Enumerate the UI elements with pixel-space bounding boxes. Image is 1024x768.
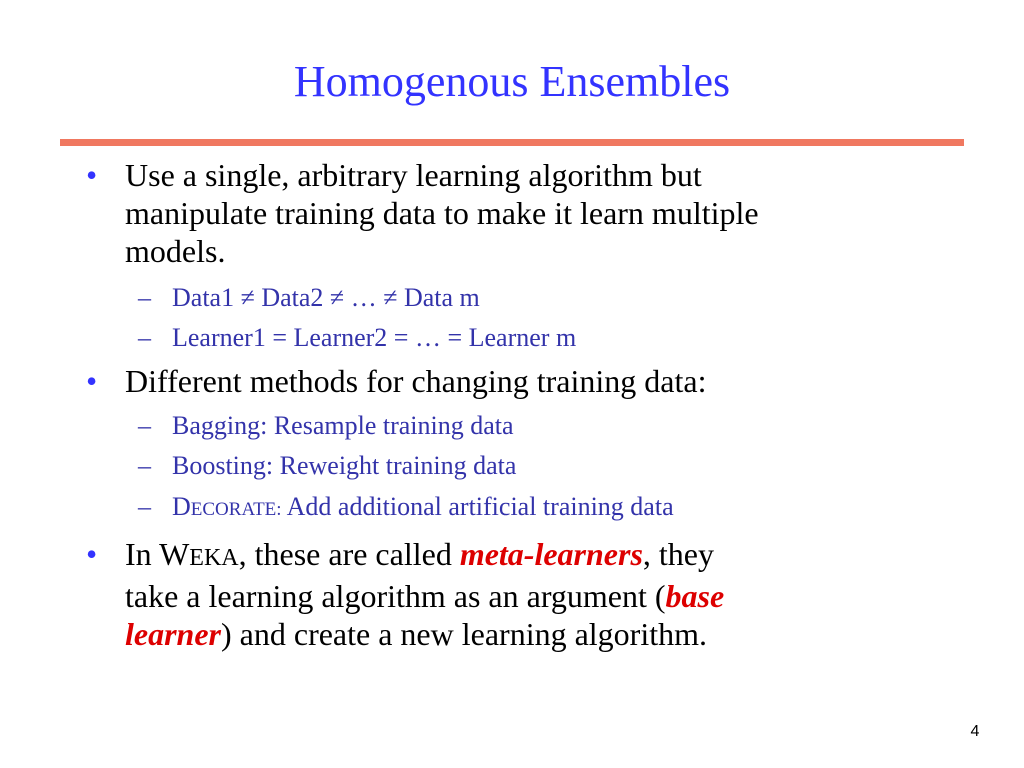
bullet-line: Use a single, arbitrary learning algorithm but bbox=[125, 157, 702, 193]
sub-bullet-marker: – bbox=[138, 451, 151, 480]
decorate-cap: D bbox=[172, 492, 191, 521]
decorate-smallcaps: ECORATE: bbox=[190, 499, 282, 520]
sub-bullet-text: Data1 ≠ Data2 ≠ … ≠ Data m bbox=[172, 283, 480, 312]
bullet-text bbox=[125, 535, 915, 653]
emphasis-learner: learner bbox=[125, 616, 221, 652]
text-run: take a learning algorithm as an argument ( bbox=[125, 578, 666, 614]
text-run: , they bbox=[642, 536, 714, 572]
slide-title: Homogenous Ensembles bbox=[293, 57, 731, 106]
sub-bullet-text: Boosting: Reweight training data bbox=[172, 451, 517, 480]
weka-smallcaps: EKA bbox=[189, 545, 239, 571]
bullet-line bbox=[125, 577, 915, 615]
emphasis-meta-learners: meta-learners bbox=[459, 536, 643, 572]
bullet-text bbox=[125, 156, 915, 270]
bullet-text bbox=[125, 362, 915, 400]
sub-bullet-marker: – bbox=[138, 492, 151, 521]
decorate-rest: Add additional artificial training data bbox=[281, 492, 674, 521]
sub-bullet-text: Bagging: Resample training data bbox=[172, 411, 514, 440]
sub-bullet-marker: – bbox=[138, 411, 151, 440]
bullet-marker: • bbox=[86, 363, 98, 399]
page-number: 4 bbox=[970, 723, 980, 740]
sub-bullet-marker: – bbox=[138, 283, 151, 312]
bullet-line: models. bbox=[125, 233, 226, 269]
text-run: In bbox=[125, 536, 160, 572]
emphasis-base: base bbox=[665, 578, 725, 614]
weka-cap: W bbox=[159, 536, 190, 572]
bullet-marker: • bbox=[86, 536, 98, 572]
bullet-line: Different methods for changing training data: bbox=[125, 363, 707, 399]
bullet-line: manipulate training data to make it learn multiple bbox=[125, 195, 759, 231]
sub-bullet-text bbox=[172, 490, 674, 527]
sub-bullet-text: Learner1 = Learner2 = … = Learner m bbox=[172, 323, 577, 352]
bullet-line bbox=[125, 535, 915, 577]
text-run: , these are called bbox=[238, 536, 460, 572]
bullet-marker: • bbox=[86, 157, 98, 193]
text-run: ) and create a new learning algorithm. bbox=[221, 616, 707, 652]
sub-bullet-marker: – bbox=[138, 323, 151, 352]
bullet-line bbox=[125, 615, 915, 653]
